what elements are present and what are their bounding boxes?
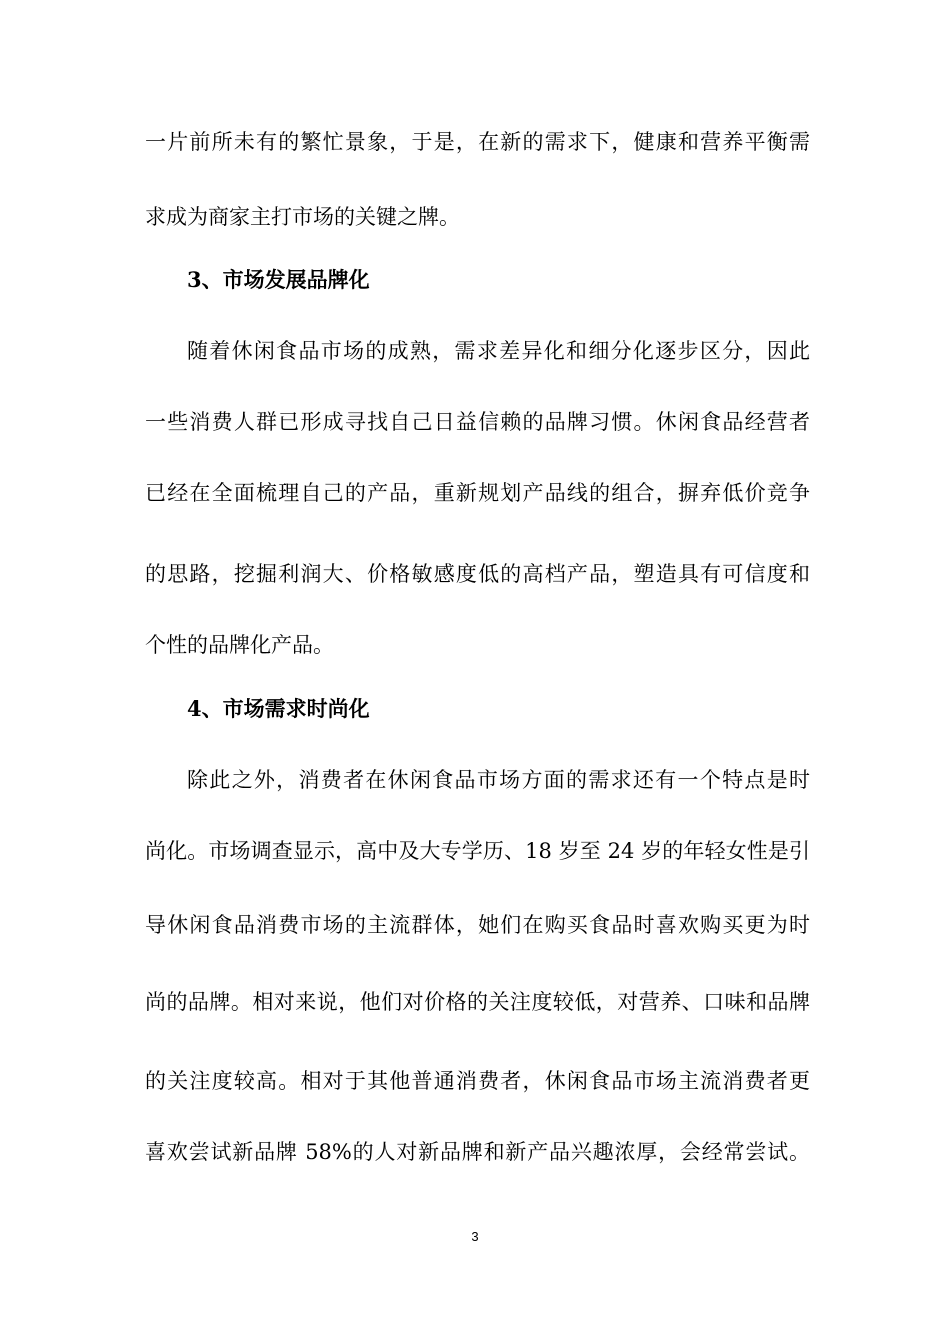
section-heading-3: 3、市场发展品牌化 <box>187 267 370 292</box>
paragraph-line: 已经在全面梳理自己的产品，重新规划产品线的组合，摒弃低价竞争 <box>145 481 810 505</box>
paragraph-line: 求成为商家主打市场的关键之牌。 <box>145 205 460 229</box>
paragraph-line: 一些消费人群已形成寻找自己日益信赖的品牌习惯。休闲食品经营者 <box>145 410 810 434</box>
paragraph-line: 随着休闲食品市场的成熟，需求差异化和细分化逐步区分，因此 <box>187 339 810 363</box>
paragraph-line: 的关注度较高。相对于其他普通消费者，休闲食品市场主流消费者更 <box>145 1069 810 1093</box>
page-number: 3 <box>471 1229 479 1244</box>
paragraph-line: 的思路，挖掘利润大、价格敏感度低的高档产品，塑造具有可信度和 <box>145 562 810 586</box>
paragraph-line: 尚的品牌。相对来说，他们对价格的关注度较低，对营养、口味和品牌 <box>145 990 810 1014</box>
paragraph-line: 喜欢尝试新品牌 58%的人对新品牌和新产品兴趣浓厚，会经常尝试。 <box>145 1140 810 1164</box>
section-heading-4: 4、市场需求时尚化 <box>187 696 370 721</box>
paragraph-line: 导休闲食品消费市场的主流群体，她们在购买食品时喜欢购买更为时 <box>145 913 810 937</box>
paragraph-line: 个性的品牌化产品。 <box>145 633 334 657</box>
paragraph-line: 除此之外，消费者在休闲食品市场方面的需求还有一个特点是时 <box>187 768 810 792</box>
paragraph-line: 一片前所未有的繁忙景象，于是，在新的需求下，健康和营养平衡需 <box>145 130 810 154</box>
paragraph-line: 尚化。市场调查显示，高中及大专学历、18 岁至 24 岁的年轻女性是引 <box>145 839 810 863</box>
